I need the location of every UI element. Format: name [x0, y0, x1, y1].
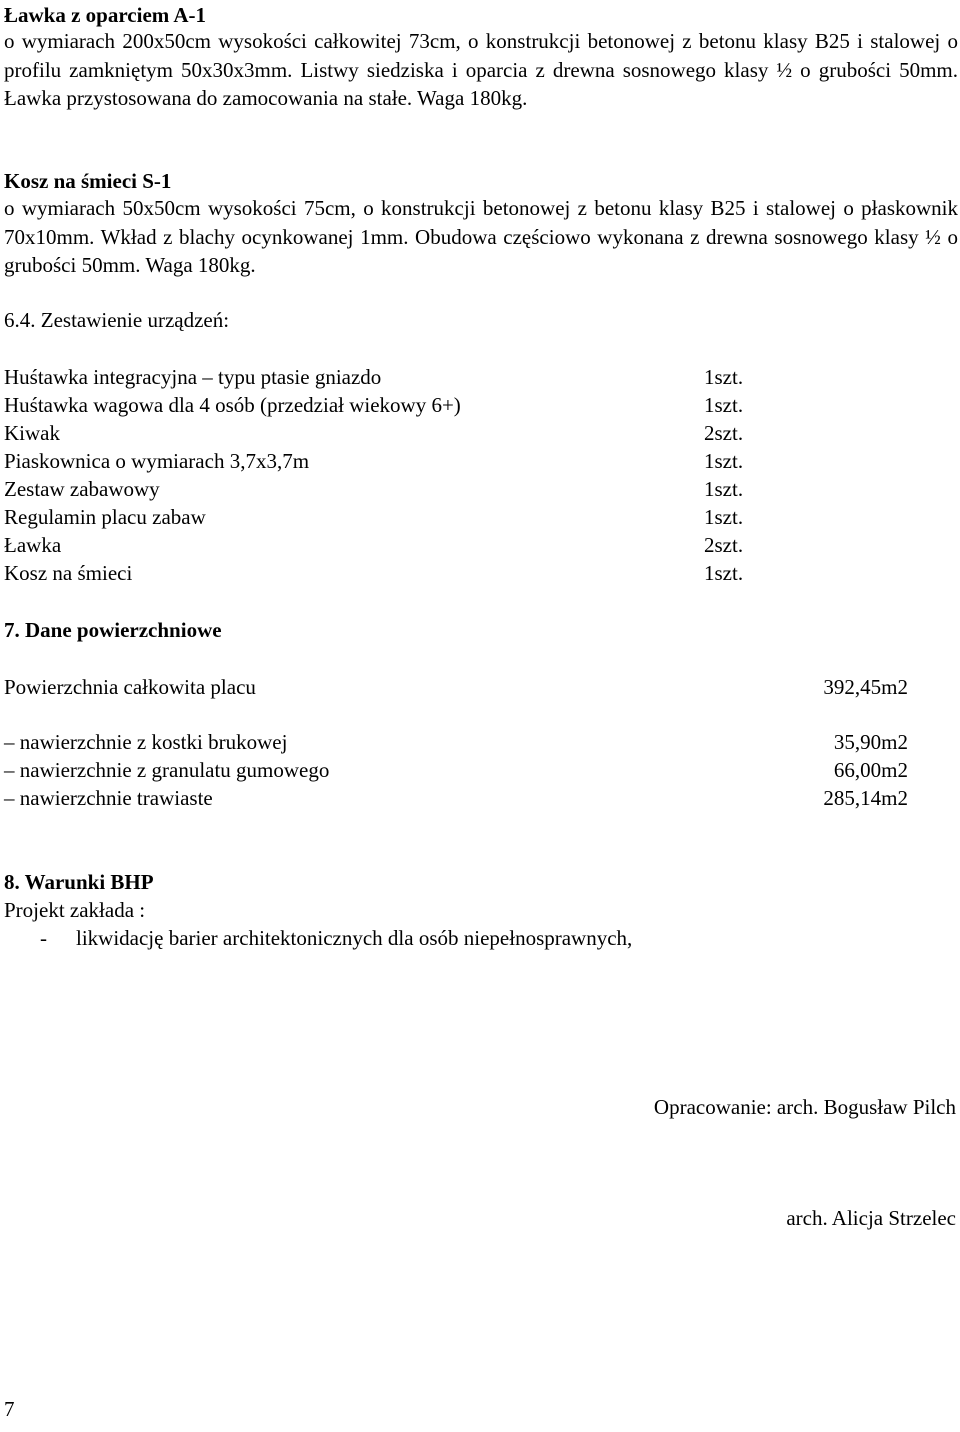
surface-row-label: – nawierzchnie trawiaste: [4, 786, 213, 810]
equipment-item-name: Zestaw zabawowy: [4, 477, 160, 501]
surface-heading: 7. Dane powierzchniowe: [4, 618, 222, 642]
equipment-item-name: Kosz na śmieci: [4, 561, 133, 585]
surface-total-label: Powierzchnia całkowita placu: [4, 675, 256, 699]
equipment-item-qty: 1szt.: [704, 365, 744, 389]
equipment-item-name: Huśtawka integracyjna – typu ptasie gniazdo: [4, 365, 382, 389]
surface-row-value: 35,90m2: [833, 730, 908, 754]
equipment-item-name: Kiwak: [4, 421, 60, 445]
bhp-heading: 8. Warunki BHP: [4, 870, 154, 894]
equipment-item-qty: 1szt.: [704, 393, 744, 417]
surface-row-value: 285,14m2: [823, 786, 908, 810]
bench-description: o wymiarach 200x50cm wysokości całkowitej 73cm, o konstrukcji betonowej z betonu klasy B25 i stalowej o profilu zamkniętym 50x30x3mm. Listwy siedziska i oparcia z drewna sosnowego klasy ½ o grubości 50mm. Ławka przystosowana do zamocowania na stałe. Waga 180kg.: [4, 29, 958, 110]
signature-line-2: arch. Alicja Strzelec: [786, 1206, 956, 1230]
bin-heading: Kosz na śmieci S-1: [4, 169, 172, 193]
bhp-intro: Projekt zakłada :: [4, 898, 146, 922]
surface-row-label: – nawierzchnie z kostki brukowej: [4, 730, 288, 754]
bhp-item-marker: -: [40, 926, 47, 950]
equipment-item-qty: 1szt.: [704, 477, 744, 501]
equipment-item-name: Ławka: [4, 533, 62, 557]
surface-row-value: 66,00m2: [833, 758, 908, 782]
bin-description: o wymiarach 50x50cm wysokości 75cm, o konstrukcji betonowej z betonu klasy B25 i stalowej o płaskownik 70x10mm. Wkład z blachy ocynkowanej 1mm. Obudowa częściowo wykonana z drewna sosnowego klasy ½ o grubości 50mm. Waga 180kg.: [4, 196, 958, 277]
equipment-heading: 6.4. Zestawienie urządzeń:: [4, 308, 230, 332]
signature-line-1: Opracowanie: arch. Bogusław Pilch: [653, 1095, 956, 1119]
equipment-item-name: Piaskownica o wymiarach 3,7x3,7m: [4, 449, 310, 473]
equipment-item-name: Huśtawka wagowa dla 4 osób (przedział wiekowy 6+): [4, 393, 461, 417]
surface-row-label: – nawierzchnie z granulatu gumowego: [4, 758, 330, 782]
equipment-item-qty: 2szt.: [704, 533, 744, 557]
bhp-item-text: likwidację barier architektonicznych dla osób niepełnosprawnych,: [76, 926, 633, 950]
equipment-item-qty: 2szt.: [704, 421, 744, 445]
equipment-item-qty: 1szt.: [704, 505, 744, 529]
equipment-item-qty: 1szt.: [704, 561, 744, 585]
equipment-item-qty: 1szt.: [704, 449, 744, 473]
bench-heading: Ławka z oparciem A-1: [4, 3, 207, 27]
equipment-item-name: Regulamin placu zabaw: [4, 505, 206, 529]
surface-total-value: 392,45m2: [823, 675, 908, 699]
page-number: 7: [4, 1397, 15, 1421]
